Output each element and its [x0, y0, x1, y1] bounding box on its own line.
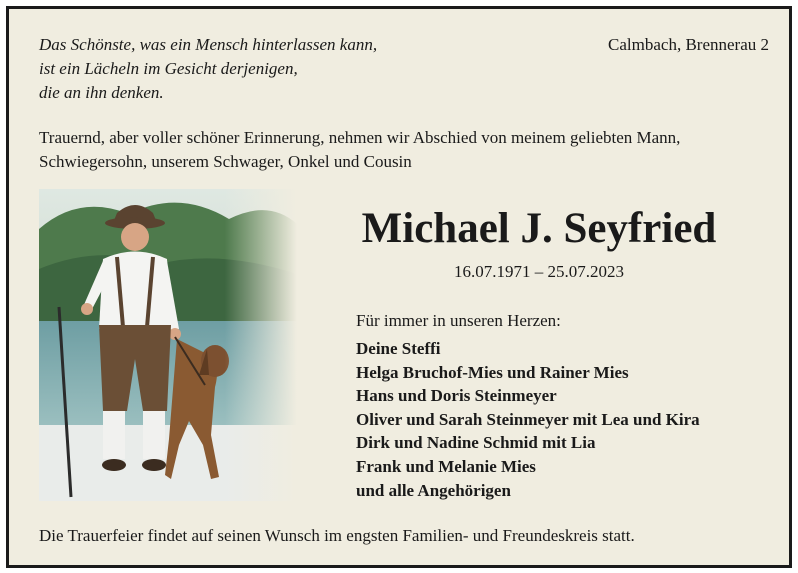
quote-line: ist ein Lächeln im Gesicht derjenigen, — [39, 59, 298, 78]
mourner-entry: Frank und Melanie Mies — [356, 456, 536, 476]
deceased-name: Michael J. Seyfried — [361, 205, 717, 252]
mourners-list — [356, 337, 700, 502]
intro-line: Schwiegersohn, unserem Schwager, Onkel und Cousin — [39, 152, 412, 171]
intro-text — [39, 126, 779, 174]
life-dates: 16.07.1971 – 25.07.2023 — [454, 262, 624, 281]
portrait-illustration — [39, 189, 297, 501]
mourner-entry: Helga Bruchof-Mies und Rainer Mies — [356, 362, 629, 382]
mourner-entry: Hans und Doris Steinmeyer — [356, 386, 557, 406]
mourner-entry: und alle Angehörigen — [356, 480, 511, 500]
funeral-note: Die Trauerfeier findet auf seinen Wunsch im engsten Familien- und Freundeskreis statt. — [39, 526, 635, 545]
intro-line: Trauernd, aber voller schöner Erinnerung, nehmen wir Abschied von meinem geliebten Mann, — [39, 128, 681, 147]
quote-line: die an ihn denken. — [39, 83, 164, 102]
memorial-quote — [39, 33, 377, 105]
mourner-entry: Dirk und Nadine Schmid mit Lia — [356, 433, 596, 453]
obituary-notice — [6, 6, 792, 568]
mourner-entry: Oliver und Sarah Steinmeyer mit Lea und Kira — [356, 409, 700, 429]
portrait-photo — [39, 189, 297, 501]
quote-line: Das Schönste, was ein Mensch hinterlassen kann, — [39, 35, 378, 54]
mourner-entry: Deine Steffi — [356, 339, 441, 358]
place-address: Calmbach, Brennerau 2 — [608, 35, 769, 54]
forever-text: Für immer in unseren Herzen: — [356, 311, 561, 330]
